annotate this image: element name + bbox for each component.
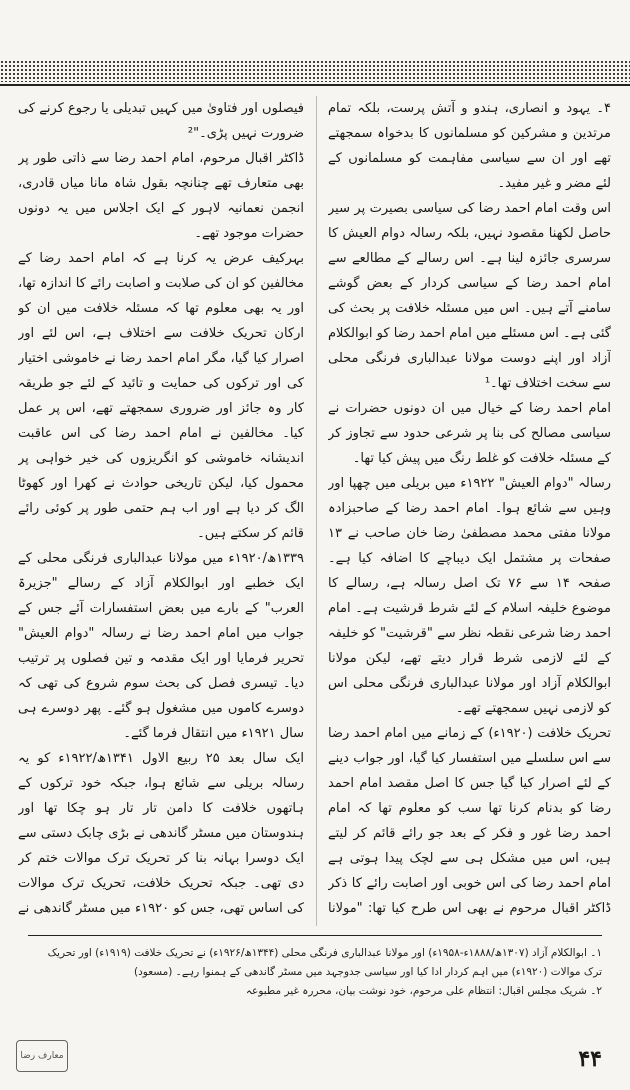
right-column (328, 96, 611, 926)
paragraph: امام احمد رضا کے خیال میں ان دونوں حضرات نے سیاسی مصالح کی بنا پر شرعی حدود سے تجاوز کر کے مسئلہ خلافت کو غلط رنگ میں پیش کیا تھا۔ (328, 401, 611, 466)
header-pattern (0, 60, 630, 82)
paragraph: فیصلوں اور فتاویٰ میں کہیں تبدیلی یا رجوع کرنے کی ضرورت نہیں پڑی۔"² (18, 101, 304, 141)
paragraph: ڈاکٹر اقبال مرحوم، امام احمد رضا سے ذاتی طور پر بھی متعارف تھے چنانچہ بقول شاہ مانا میاں قادری، انجمن نعمانیہ لاہور کے ایک اجلاس میں یہ دونوں حضرات موجود تھے۔ (18, 151, 304, 241)
page-number: ۴۴ (578, 1046, 602, 1072)
footnote-rule (28, 935, 602, 936)
header-rule (0, 84, 630, 86)
left-column (18, 96, 304, 926)
footnote: ۱۔ ابوالکلام آزاد (۱۳۰۷ھ/۱۸۸۸ء-۱۹۵۸ء) اور مولانا عبدالباری فرنگی محلی (۱۳۴۴ھ/۱۹۲۶ء) نے تحریک خلافت (۱۹۱۹ء) اور تحریک ترک موالات (۱۹۲۰ء) میں اہم کردار ادا کیا اور سیاسی جدوجہد میں مسٹر گاندھی کے ہمنوا رہے۔ (مسعود) (47, 947, 602, 978)
paragraph: رسالہ "دوام العیش" ۱۹۲۲ء میں بریلی میں چھپا اور وہیں سے شائع ہوا۔ امام احمد رضا کے صاحبزادہ مولانا مفتی محمد مصطفیٰ رضا خان صاحب نے ۱۳ صفحات پر مشتمل ایک دیباچے کا اضافہ کیا ہے۔ صفحہ ۱۴ سے ۷۶ تک اصل رسالہ ہے، رسالے کا موضوع خلیفہ اسلام کے لئے شرط قرشیت ہے۔ امام احمد رضا شرعی نقطہ نظر سے "قرشیت" کو خلیفہ کے لئے لازمی شرط قرار دیتے تھے، لیکن مولانا ابوالکلام آزاد اور مولانا عبدالباری فرنگی محلی اس کو لازمی نہیں سمجھتے تھے۔ (328, 476, 611, 716)
paragraph: اس وقت امام احمد رضا کی سیاسی بصیرت پر سیر حاصل لکھنا مقصود نہیں، بلکہ رسالہ دوام العیش کا سرسری جائزہ لینا ہے۔ اس رسالے کے مطالعے سے امام احمد رضا کے سیاسی کردار کے بعض گوشے سامنے آتے ہیں۔ اس میں مسئلہ خلافت پر بحث کی گئی ہے۔ اس مسئلے میں امام احمد رضا کو ابوالکلام آزاد اور اپنے دوست مولانا عبدالباری فرنگی محلی سے سخت اختلاف تھا۔¹ (328, 201, 611, 391)
paragraph: ۴۔ یہود و انصاری، ہندو و آتش پرست، بلکہ تمام مرتدین و مشرکین کو مسلمانوں کا بدخواہ سمجھتے تھے اور ان سے سیاسی مفاہمت کو مسلمانوں کے لئے مضر و غیر مفید۔ (328, 101, 611, 191)
footnote: ۲۔ شریک مجلس اقبال: انتظام علی مرحوم، خود نوشت بیان، محررہ غیر مطبوعہ (245, 985, 602, 997)
paragraph: بہرکیف عرض یہ کرنا ہے کہ امام احمد رضا کے مخالفین کو ان کی صلابت و اصابت رائے کا اندازہ تھا، اور یہ بھی معلوم تھا کہ مسئلہ خلافت میں ان کو ارکان تحریک خلافت سے اختلاف ہے، اس لئے اور اصرار کیا گیا، مگر امام احمد رضا نے خاموشی اختیار کی اور ترکوں کی حمایت و تائید کے لئے جو طریقہ کار وہ جائز اور ضروری سمجھتے تھے، اس پر عمل کیا۔ مخالفین نے امام احمد رضا کی اس عاقبت اندیشانہ خاموشی کو انگریزوں کی خیر خواہی پر محمول کیا، لیکن تاریخی حوادث نے کھرا اور کھوٹا الگ کر دیا ہے اور اب ہم حتمی طور پر کوئی رائے قائم کر سکتے ہیں۔ (18, 251, 304, 541)
paragraph: ۱۳۳۹ھ/۱۹۲۰ء میں مولانا عبدالباری فرنگی محلی کے ایک خطبے اور ابوالکلام آزاد کے رسالے "جزیرۃ العرب" کے بارے میں بعض استفسارات آئے جس کے جواب میں امام احمد رضا نے رسالہ "دوام العیش" تحریر فرمایا اور ایک مقدمہ و تین فصلوں پر ترتیب دیا۔ تیسری فصل کی بحث سوم شروع کی تھی کہ دوسرے کاموں میں مشغول ہو گئے۔ پھر دوسرے ہی سال ۱۹۲۱ء میں انتقال فرما گئے۔ (18, 551, 304, 741)
paragraph: ایک سال بعد ۲۵ ربیع الاول ۱۳۴۱ھ/۱۹۲۲ء کو یہ رسالہ بریلی سے شائع ہوا، جبکہ خود ترکوں کے ہاتھوں خلافت کا دامن تار تار ہو چکا تھا اور ہندوستان میں مسٹر گاندھی نے بڑی چابک دستی سے ایک دوسرا بہانہ بنا کر تحریک ترک موالات ختم کر دی تھی۔ جبکہ تحریک خلافت، تحریک ترک موالات کی اساس تھی، جس کو ۱۹۲۰ء میں مسٹر گاندھی نے (18, 751, 304, 916)
footnotes (28, 944, 602, 1001)
journal-logo: معارف رضا (16, 1040, 68, 1072)
column-divider (316, 96, 317, 926)
paragraph: تحریک خلافت (۱۹۲۰ء) کے زمانے میں امام احمد رضا سے اس سلسلے میں استفسار کیا گیا، اور جواب دینے کے لئے اصرار کیا گیا جس کا اصل مقصد امام احمد رضا کو بدنام کرنا تھا سب کو معلوم تھا کہ امام احمد رضا غور و فکر کے بعد جو رائے قائم کر لیتے ہیں، اس میں مشکل ہی سے لچک پیدا ہوتی ہے امام احمد رضا کی اس خوبی اور اصابت رائے کا ذکر ڈاکٹر اقبال مرحوم نے بھی اس طرح کیا تھا: "مولانا (328, 726, 611, 916)
